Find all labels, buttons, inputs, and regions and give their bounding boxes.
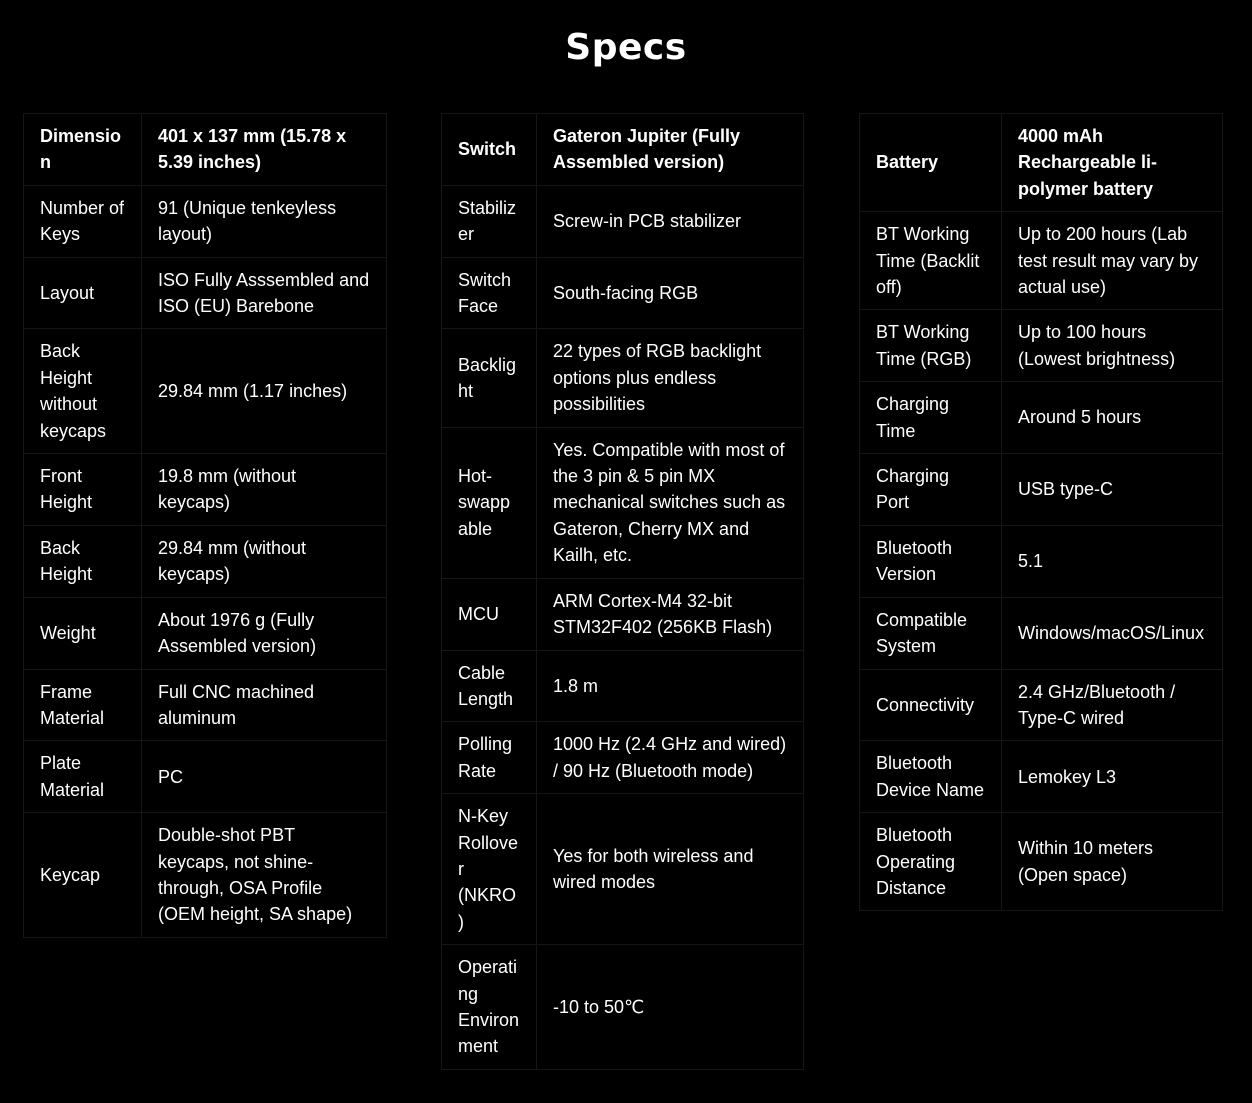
spec-row (860, 454, 1223, 526)
spec-label: Charging Time (860, 382, 1002, 454)
spec-value: USB type-C (1002, 454, 1223, 526)
spec-row (24, 114, 387, 186)
spec-label: Back Height (24, 525, 142, 597)
spec-label: Frame Material (24, 669, 142, 741)
spec-label: Back Height without keycaps (24, 329, 142, 454)
spec-label: Stabilizer (442, 185, 537, 257)
spec-row (24, 257, 387, 329)
spec-label: Backlight (442, 329, 537, 427)
spec-value: South-facing RGB (537, 257, 804, 329)
spec-label: Operating Environment (442, 945, 537, 1070)
spec-value: PC (142, 741, 387, 813)
spec-row (860, 310, 1223, 382)
spec-row (442, 114, 804, 186)
spec-label: Weight (24, 597, 142, 669)
spec-label: Cable Length (442, 650, 537, 722)
spec-value: 22 types of RGB backlight options plus endless possibilities (537, 329, 804, 427)
spec-row (860, 525, 1223, 597)
spec-label: MCU (442, 578, 537, 650)
spec-value: About 1976 g (Fully Assembled version) (142, 597, 387, 669)
spec-row (442, 185, 804, 257)
spec-value: 1000 Hz (2.4 GHz and wired) / 90 Hz (Bluetooth mode) (537, 722, 804, 794)
spec-value: 4000 mAh Rechargeable li-polymer battery (1002, 114, 1223, 212)
spec-label: Keycap (24, 813, 142, 938)
spec-label: Compatible System (860, 597, 1002, 669)
spec-row (24, 669, 387, 741)
spec-value: 91 (Unique tenkeyless layout) (142, 185, 387, 257)
spec-label: Connectivity (860, 669, 1002, 741)
spec-row (442, 578, 804, 650)
spec-row (860, 382, 1223, 454)
spec-table-internals (441, 113, 804, 1070)
spec-label: Charging Port (860, 454, 1002, 526)
spec-value: -10 to 50℃ (537, 945, 804, 1070)
spec-row (860, 212, 1223, 310)
spec-value: ISO Fully Asssembled and ISO (EU) Barebone (142, 257, 387, 329)
spec-row (860, 114, 1223, 212)
spec-label: Bluetooth Operating Distance (860, 813, 1002, 911)
spec-row (860, 669, 1223, 741)
spec-row (860, 813, 1223, 911)
spec-value: Around 5 hours (1002, 382, 1223, 454)
spec-value: Within 10 meters (Open space) (1002, 813, 1223, 911)
spec-label: Plate Material (24, 741, 142, 813)
spec-row (24, 185, 387, 257)
spec-value: Up to 200 hours (Lab test result may vary by actual use) (1002, 212, 1223, 310)
spec-label: Number of Keys (24, 185, 142, 257)
spec-value: Up to 100 hours (Lowest brightness) (1002, 310, 1223, 382)
spec-row (24, 525, 387, 597)
spec-value: 5.1 (1002, 525, 1223, 597)
spec-row (442, 329, 804, 427)
spec-label: Hot-swappable (442, 427, 537, 578)
spec-table-wireless (859, 113, 1223, 911)
spec-label: Bluetooth Device Name (860, 741, 1002, 813)
spec-value: 29.84 mm (1.17 inches) (142, 329, 387, 454)
spec-row (860, 597, 1223, 669)
spec-label: Dimension (24, 114, 142, 186)
spec-table-physical (23, 113, 387, 938)
spec-label: N-Key Rollover (NKRO) (442, 794, 537, 945)
spec-value: Double-shot PBT keycaps, not shine-through, OSA Profile (OEM height, SA shape) (142, 813, 387, 938)
spec-row (442, 945, 804, 1070)
spec-row (442, 722, 804, 794)
page-title: Specs (565, 27, 687, 68)
spec-value: Lemokey L3 (1002, 741, 1223, 813)
spec-row (442, 257, 804, 329)
spec-label: BT Working Time (Backlit off) (860, 212, 1002, 310)
spec-value: Yes. Compatible with most of the 3 pin & 5 pin MX mechanical switches such as Gateron, Cherry MX and Kailh, etc. (537, 427, 804, 578)
spec-row (442, 794, 804, 945)
spec-label: Switch (442, 114, 537, 186)
spec-row (442, 427, 804, 578)
spec-row (860, 741, 1223, 813)
spec-value: 19.8 mm (without keycaps) (142, 454, 387, 526)
spec-label: BT Working Time (RGB) (860, 310, 1002, 382)
spec-value: 2.4 GHz/Bluetooth / Type-C wired (1002, 669, 1223, 741)
spec-value: Screw-in PCB stabilizer (537, 185, 804, 257)
spec-value: 401 x 137 mm (15.78 x 5.39 inches) (142, 114, 387, 186)
spec-row (24, 454, 387, 526)
spec-label: Switch Face (442, 257, 537, 329)
spec-label: Layout (24, 257, 142, 329)
spec-value: 1.8 m (537, 650, 804, 722)
spec-row (24, 741, 387, 813)
spec-row (442, 650, 804, 722)
spec-label: Polling Rate (442, 722, 537, 794)
spec-value: Yes for both wireless and wired modes (537, 794, 804, 945)
spec-label: Front Height (24, 454, 142, 526)
spec-label: Battery (860, 114, 1002, 212)
spec-value: 29.84 mm (without keycaps) (142, 525, 387, 597)
spec-row (24, 597, 387, 669)
spec-value: Windows/macOS/Linux (1002, 597, 1223, 669)
spec-value: Gateron Jupiter (Fully Assembled version) (537, 114, 804, 186)
spec-value: Full CNC machined aluminum (142, 669, 387, 741)
spec-label: Bluetooth Version (860, 525, 1002, 597)
spec-row (24, 329, 387, 454)
spec-row (24, 813, 387, 938)
spec-value: ARM Cortex-M4 32-bit STM32F402 (256KB Flash) (537, 578, 804, 650)
